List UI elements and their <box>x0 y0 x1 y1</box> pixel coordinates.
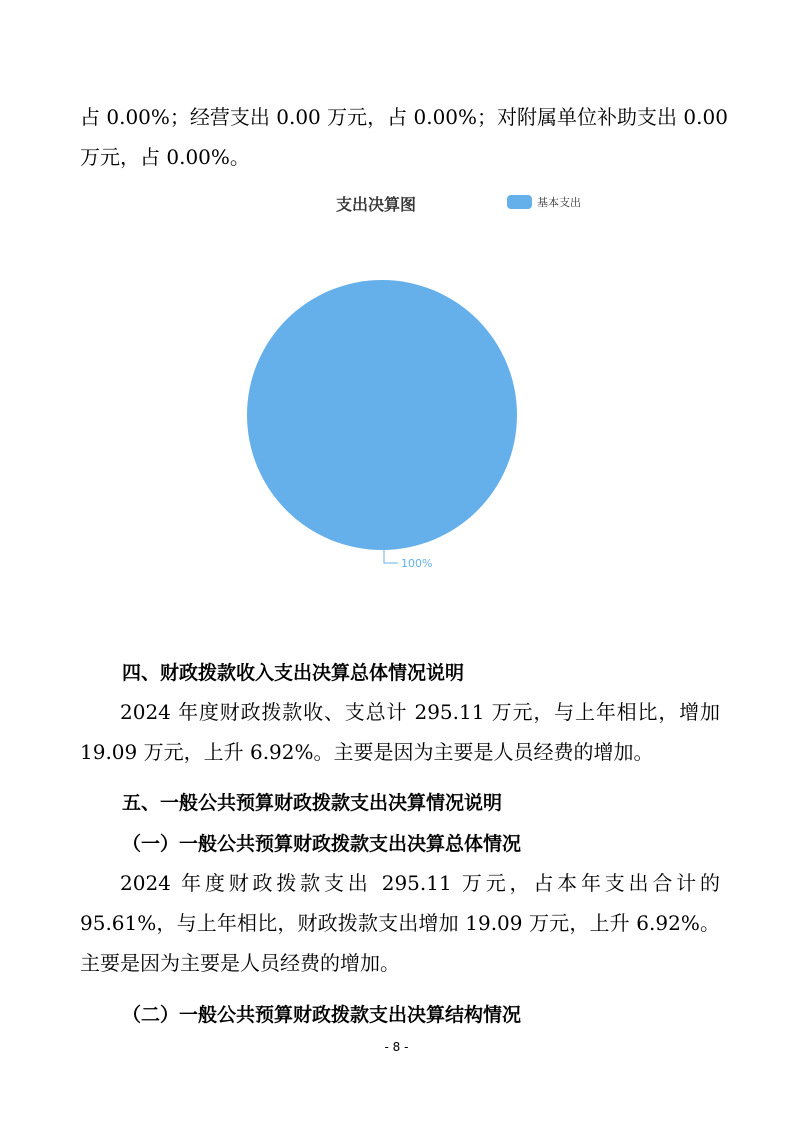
section-4-line-2: 19.09 万元，上升 6.92%。主要是因为主要是人员经费的增加。 <box>80 740 654 764</box>
section-4-paragraph <box>80 692 720 772</box>
chart-title: 支出决算图 <box>336 195 417 214</box>
section-5-sub-1-line-3: 主要是因为主要是人员经费的增加。 <box>80 951 400 975</box>
section-4-line-1: 2024 年度财政拨款收、支总计 295.11 万元，与上年相比，增加 <box>120 700 720 724</box>
pie-data-label-0: 100% <box>401 557 433 570</box>
page-number: - 8 - <box>384 1040 409 1054</box>
section-5-heading: 五、一般公共预算财政拨款支出决算情况说明 <box>122 792 503 814</box>
pie-label-leader-0 <box>384 550 398 563</box>
section-4-heading: 四、财政拨款收入支出决算总体情况说明 <box>122 662 465 684</box>
pie-chart <box>240 270 530 580</box>
legend-label: 基本支出 <box>537 196 581 209</box>
section-5-sub-1-line-1: 2024 年度财政拨款支出 295.11 万元，占本年支出合计的 <box>120 871 720 895</box>
intro-line-1: 占 0.00%；经营支出 0.00 万元，占 0.00%；对附属单位补助支出 0.00 <box>80 105 728 129</box>
section-5-sub-1-line-2: 95.61%，与上年相比，财政拨款支出增加 19.09 万元，上升 6.92%。 <box>80 911 720 935</box>
chart-legend[interactable] <box>507 194 581 210</box>
legend-swatch <box>507 195 532 209</box>
section-5-sub-1-heading: （一）一般公共预算财政拨款支出决算总体情况 <box>122 833 522 855</box>
intro-line-2: 万元，占 0.00%。 <box>80 145 250 169</box>
intro-paragraph <box>80 97 728 177</box>
section-5-sub-1-paragraph <box>80 863 720 983</box>
section-5-sub-2-heading: （二）一般公共预算财政拨款支出决算结构情况 <box>122 1004 522 1026</box>
pie-slice-0[interactable] <box>247 280 517 550</box>
